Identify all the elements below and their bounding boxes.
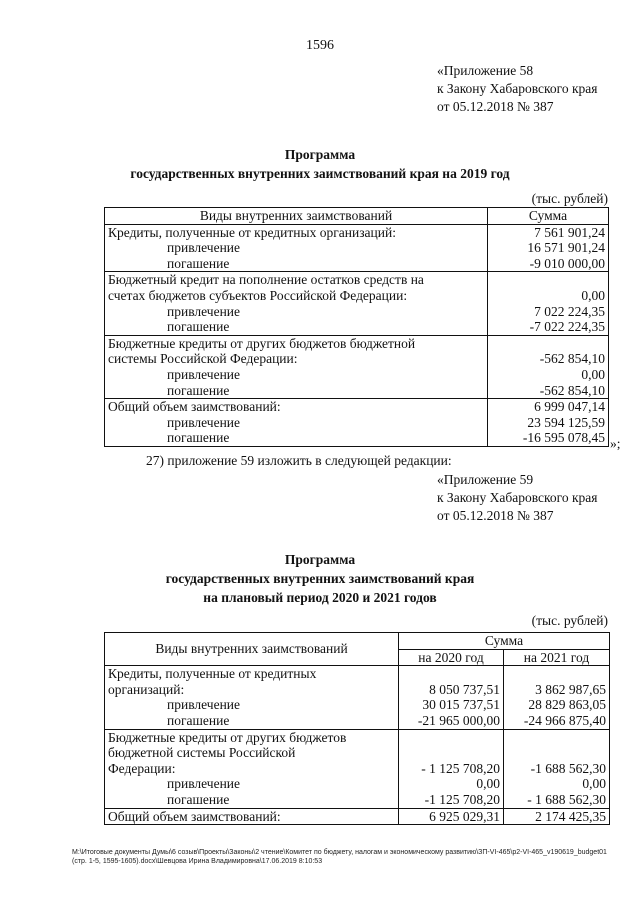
row-value-2020: - 1 125 708,20 bbox=[399, 761, 504, 777]
program2-table bbox=[104, 632, 610, 825]
row-value-2021: 2 174 425,35 bbox=[504, 808, 610, 825]
row-value-2021: -1 688 562,30 bbox=[504, 761, 610, 777]
row-value-2021 bbox=[504, 745, 610, 761]
appendix-58-line3: от 05.12.2018 № 387 bbox=[437, 99, 554, 114]
row-value bbox=[488, 272, 609, 288]
column-header-2021: на 2021 год bbox=[504, 649, 610, 666]
row-value: 23 594 125,59 bbox=[488, 415, 609, 431]
row-label: Бюджетные кредиты от других бюджетов bbox=[105, 729, 399, 745]
program1-table bbox=[104, 207, 609, 447]
row-value: -562 854,10 bbox=[488, 383, 609, 399]
table-row bbox=[105, 351, 609, 367]
row-label: Бюджетные кредиты от других бюджетов бюджетной bbox=[105, 335, 488, 351]
row-label: Кредиты, полученные от кредитных организаций: bbox=[105, 224, 488, 240]
row-value-2021: 3 862 987,65 bbox=[504, 682, 610, 698]
table-row bbox=[105, 240, 609, 256]
table-row bbox=[105, 367, 609, 383]
row-value-2021: 0,00 bbox=[504, 776, 610, 792]
table-row bbox=[105, 319, 609, 335]
row-label: счетах бюджетов субъектов Российской Федерации: bbox=[105, 288, 488, 304]
program2-title-line1: Программа bbox=[284, 552, 356, 567]
row-value-2020: 30 015 737,51 bbox=[399, 697, 504, 713]
row-value-2021 bbox=[504, 729, 610, 745]
column-header-2020: на 2020 год bbox=[399, 649, 504, 666]
row-label: бюджетной системы Российской bbox=[105, 745, 399, 761]
row-label: привлечение bbox=[105, 240, 488, 256]
program2-title-line2: государственных внутренних заимствований края bbox=[165, 571, 475, 586]
row-label: Кредиты, полученные от кредитных bbox=[105, 666, 399, 682]
table-row bbox=[105, 415, 609, 431]
row-value: 16 571 901,24 bbox=[488, 240, 609, 256]
row-value: 0,00 bbox=[488, 288, 609, 304]
column-header-type: Виды внутренних заимствований bbox=[105, 208, 488, 225]
appendix-58-header bbox=[437, 62, 598, 116]
row-value-2021: 28 829 863,05 bbox=[504, 697, 610, 713]
table-row bbox=[105, 792, 610, 808]
document-path-footer: М:\Итоговые документы Думы\6 созыв\Проекты\Законы\2 чтение\Комитет по бюджету, налогам и экономическому развитию\ЗП-VI-465\р2-VI-465_v190619_budget01 (стр. 1-5, 1595-1605).docx\Шевцова Ирина Владимировна\17.06.2019 8:10:53 bbox=[72, 849, 607, 865]
row-value-2021 bbox=[504, 666, 610, 682]
table-header-row bbox=[105, 633, 610, 650]
row-label: погашение bbox=[105, 256, 488, 272]
appendix-59-line1: «Приложение 59 bbox=[437, 472, 534, 487]
table-row bbox=[105, 745, 610, 761]
row-value: 6 999 047,14 bbox=[488, 399, 609, 415]
appendix-59-header bbox=[437, 471, 598, 525]
row-value-2020: -1 125 708,20 bbox=[399, 792, 504, 808]
column-header-sum: Сумма bbox=[488, 208, 609, 225]
column-header-sum: Сумма bbox=[399, 633, 610, 650]
row-value: -7 022 224,35 bbox=[488, 319, 609, 335]
row-value: -16 595 078,45 bbox=[488, 430, 609, 446]
closing-quote-mark: »; bbox=[610, 436, 621, 451]
row-value-2021: -24 966 875,40 bbox=[504, 713, 610, 729]
row-value-2020 bbox=[399, 745, 504, 761]
table-row bbox=[105, 335, 609, 351]
table-row bbox=[105, 666, 610, 682]
row-label: привлечение bbox=[105, 776, 399, 792]
row-label: Общий объем заимствований: bbox=[105, 399, 488, 415]
program2-title bbox=[0, 550, 640, 607]
row-label: привлечение bbox=[105, 697, 399, 713]
table-row bbox=[105, 256, 609, 272]
table-row bbox=[105, 729, 610, 745]
table-row bbox=[105, 399, 609, 415]
row-label: погашение bbox=[105, 713, 399, 729]
row-value-2020: 0,00 bbox=[399, 776, 504, 792]
table-row bbox=[105, 682, 610, 698]
row-label: Федерации: bbox=[105, 761, 399, 777]
row-value: -9 010 000,00 bbox=[488, 256, 609, 272]
row-value-2021: - 1 688 562,30 bbox=[504, 792, 610, 808]
row-value: 7 022 224,35 bbox=[488, 304, 609, 320]
row-label: системы Российской Федерации: bbox=[105, 351, 488, 367]
table-row bbox=[105, 288, 609, 304]
row-label: погашение bbox=[105, 792, 399, 808]
row-value-2020: 6 925 029,31 bbox=[399, 808, 504, 825]
table-row bbox=[105, 776, 610, 792]
page-number: 1596 bbox=[306, 38, 334, 53]
row-value-2020: 8 050 737,51 bbox=[399, 682, 504, 698]
program1-title-line2: государственных внутренних заимствований края на 2019 год bbox=[130, 166, 510, 181]
appendix-59-line2: к Закону Хабаровского края bbox=[437, 490, 598, 505]
program1-title-line1: Программа bbox=[284, 147, 356, 162]
table-row bbox=[105, 761, 610, 777]
table-row bbox=[105, 430, 609, 446]
row-value: 0,00 bbox=[488, 367, 609, 383]
row-label: привлечение bbox=[105, 304, 488, 320]
appendix-58-line1: «Приложение 58 bbox=[437, 63, 534, 78]
row-label: привлечение bbox=[105, 367, 488, 383]
program2-unit: (тыс. рублей) bbox=[531, 613, 608, 628]
table-row bbox=[105, 272, 609, 288]
column-header-type: Виды внутренних заимствований bbox=[105, 633, 399, 666]
row-label: Общий объем заимствований: bbox=[105, 808, 399, 825]
row-label: организаций: bbox=[105, 682, 399, 698]
row-label: погашение bbox=[105, 430, 488, 446]
row-value-2020 bbox=[399, 729, 504, 745]
table-row bbox=[105, 697, 610, 713]
program2-title-line3: на плановый период 2020 и 2021 годов bbox=[203, 590, 437, 605]
appendix-58-line2: к Закону Хабаровского края bbox=[437, 81, 598, 96]
row-label: погашение bbox=[105, 383, 488, 399]
table-row bbox=[105, 808, 610, 825]
row-value bbox=[488, 335, 609, 351]
row-label: привлечение bbox=[105, 415, 488, 431]
table-row bbox=[105, 224, 609, 240]
table-row bbox=[105, 383, 609, 399]
row-value-2020 bbox=[399, 666, 504, 682]
row-value-2020: -21 965 000,00 bbox=[399, 713, 504, 729]
row-value: 7 561 901,24 bbox=[488, 224, 609, 240]
row-value: -562 854,10 bbox=[488, 351, 609, 367]
row-label: Бюджетный кредит на пополнение остатков средств на bbox=[105, 272, 488, 288]
row-label: погашение bbox=[105, 319, 488, 335]
appendix-59-line3: от 05.12.2018 № 387 bbox=[437, 508, 554, 523]
table-row bbox=[105, 304, 609, 320]
table-row bbox=[105, 713, 610, 729]
program1-title bbox=[0, 145, 640, 183]
item-27-text: 27) приложение 59 изложить в следующей редакции: bbox=[146, 453, 452, 468]
table-header-row bbox=[105, 208, 609, 225]
program1-unit: (тыс. рублей) bbox=[531, 191, 608, 206]
